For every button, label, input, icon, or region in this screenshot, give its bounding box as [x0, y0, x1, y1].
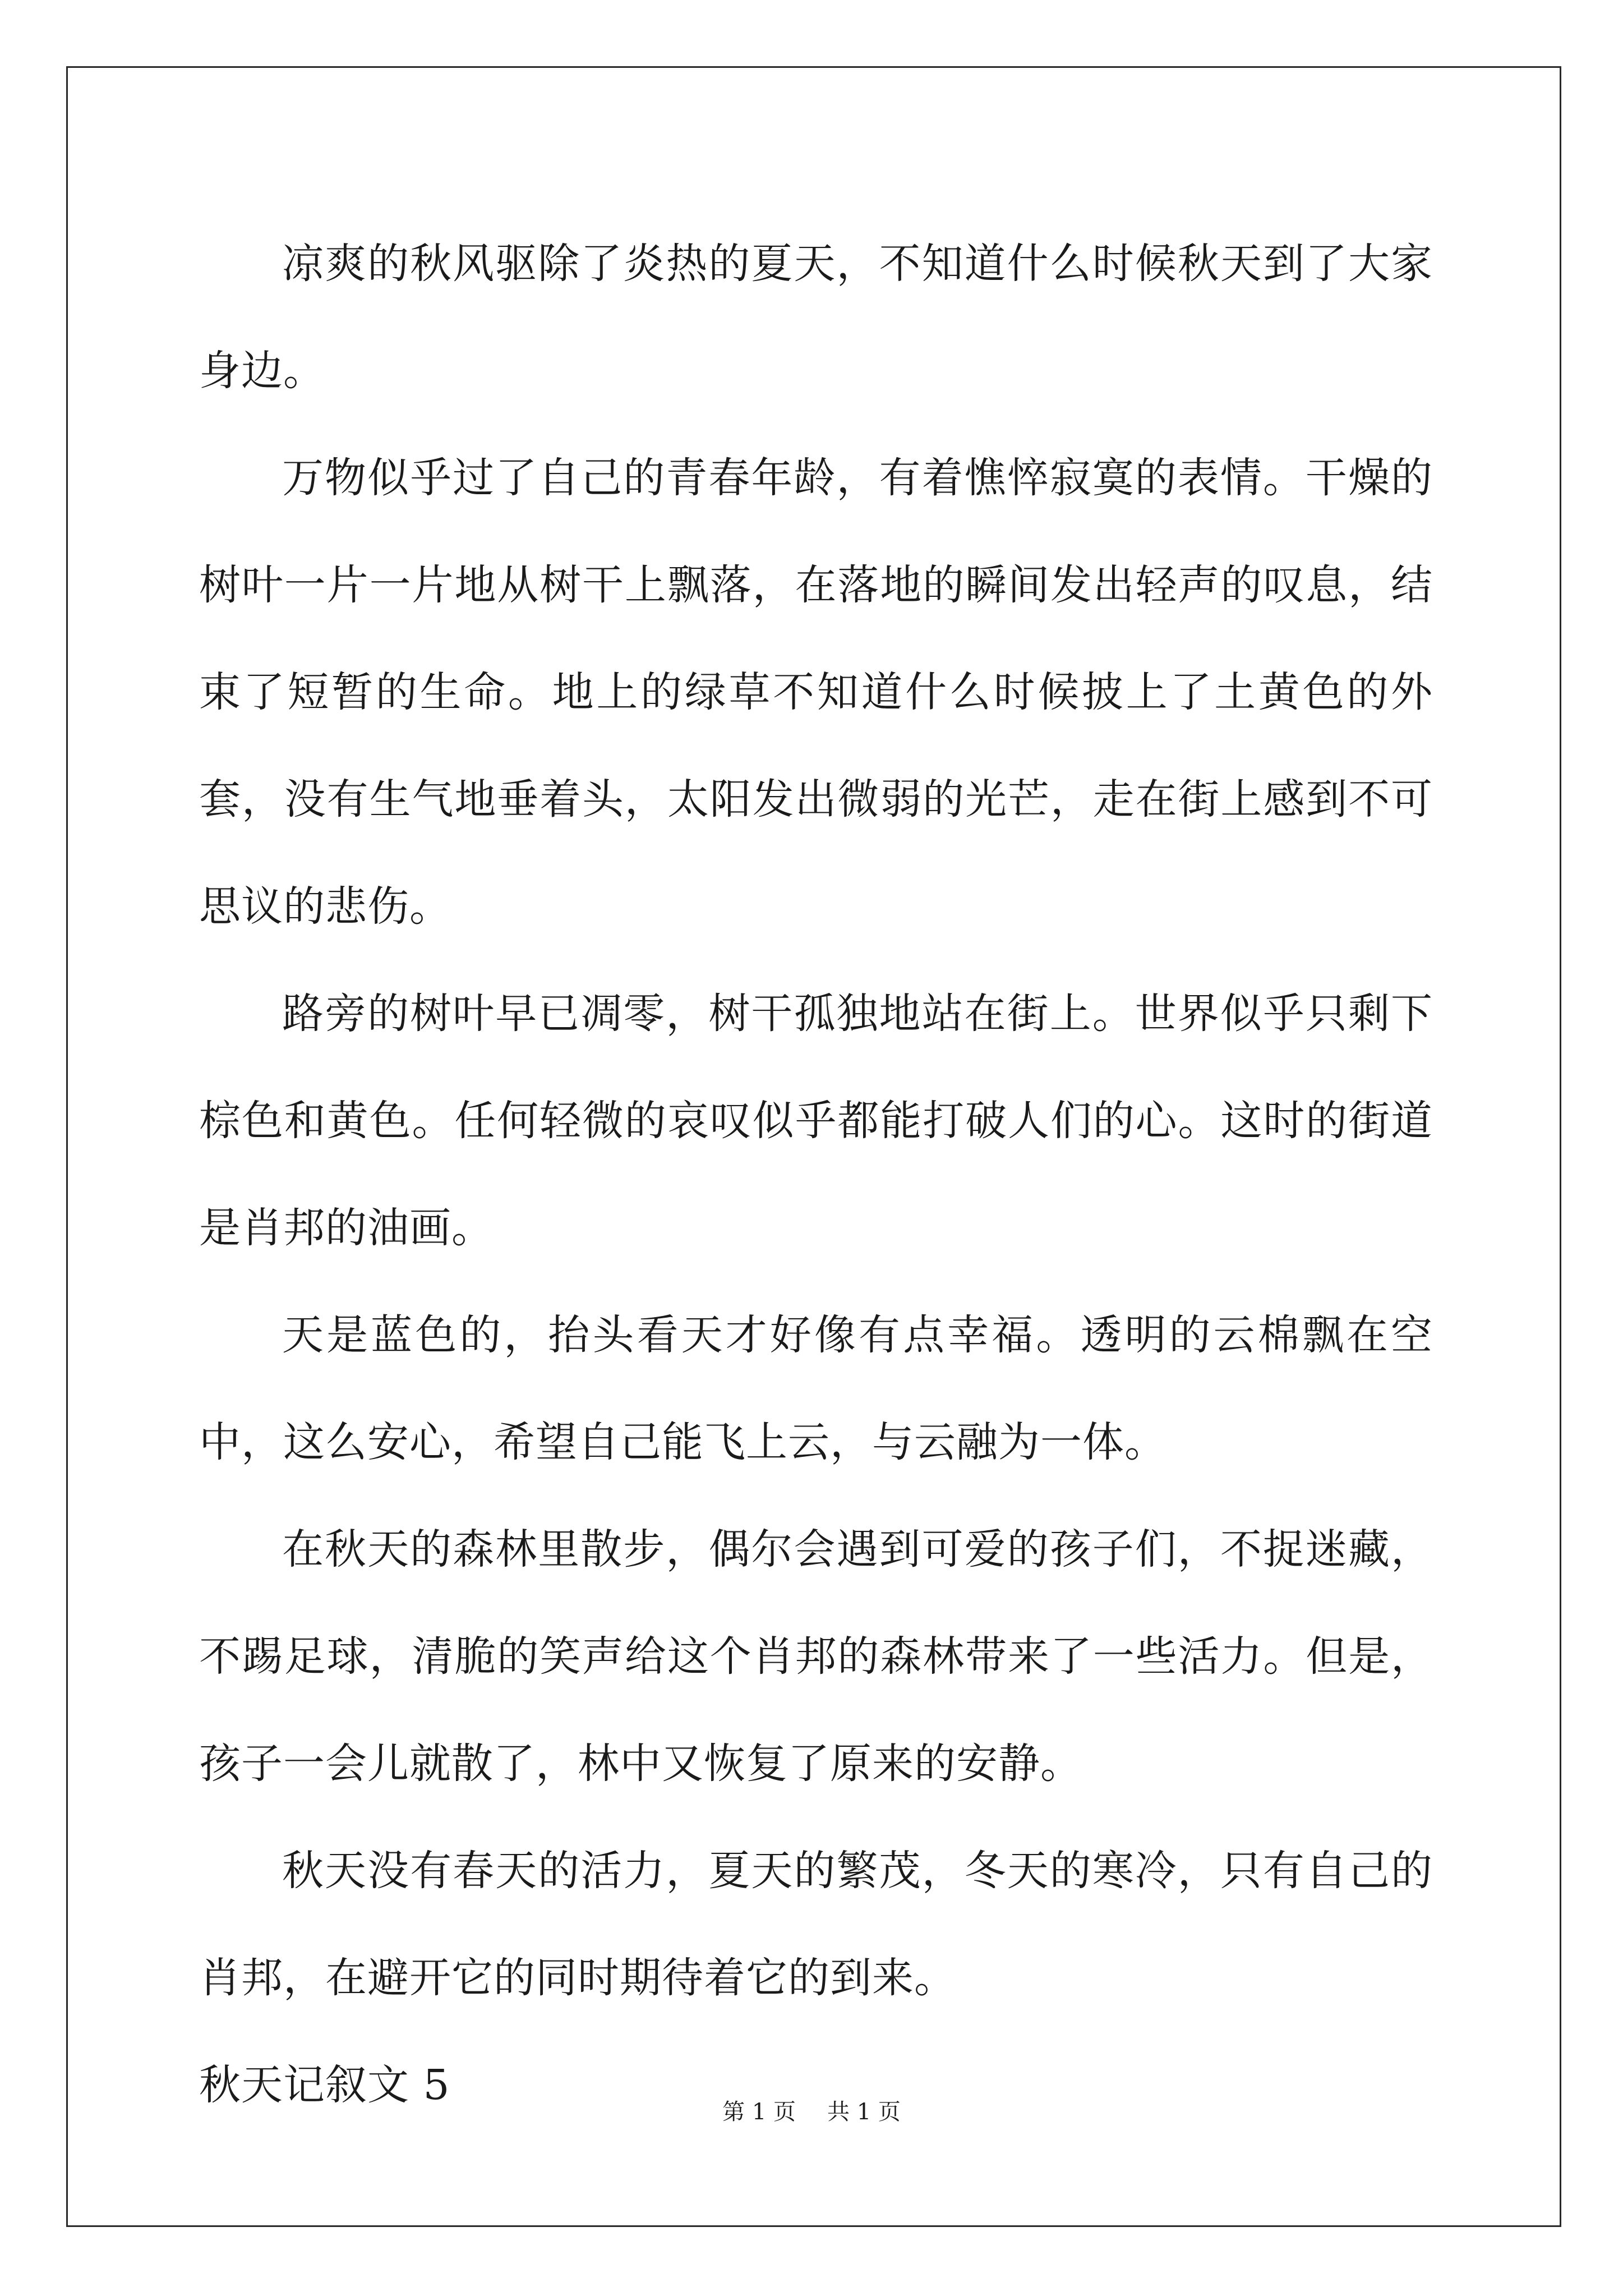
paragraph-5: 在秋天的森林里散步，偶尔会遇到可爱的孩子们，不捉迷藏，不踢足球，清脆的笑声给这个肖邦的森林带来了一些活力。但是，孩子一会儿就散了，林中又恢复了原来的安静。: [199, 1525, 1433, 1788]
next-section-title: 秋天记叙文 5: [199, 2061, 450, 2109]
page-footer: [0, 2095, 1623, 2129]
paragraph-6: 秋天没有春天的活力，夏天的繁茂，冬天的寒冷，只有自己的肖邦，在避开它的同时期待着它的到来。: [199, 1847, 1433, 2002]
paragraph-4: 天是蓝色的，抬头看天才好像有点幸福。透明的云棉飘在空中，这么安心，希望自己能飞上云，与云融为一体。: [199, 1311, 1433, 1466]
paragraph-1: 凉爽的秋风驱除了炎热的夏天，不知道什么时候秋天到了大家身边。: [199, 240, 1433, 395]
page-number-current: 第 1 页: [722, 2099, 796, 2125]
paragraph-2: 万物似乎过了自己的青春年龄，有着憔悴寂寞的表情。干燥的树叶一片一片地从树干上飘落，在落地的瞬间发出轻声的叹息，结束了短暂的生命。地上的绿草不知道什么时候披上了土黄色的外套，没有生气地垂着头，太阳发出微弱的光芒，走在街上感到不可思议的悲伤。: [199, 454, 1433, 931]
document-body: [199, 210, 1433, 2139]
paragraph-3: 路旁的树叶早已凋零，树干孤独地站在街上。世界似乎只剩下棕色和黄色。任何轻微的哀叹似乎都能打破人们的心。这时的街道是肖邦的油画。: [199, 990, 1433, 1252]
page-number-total: 共 1 页: [827, 2099, 901, 2125]
